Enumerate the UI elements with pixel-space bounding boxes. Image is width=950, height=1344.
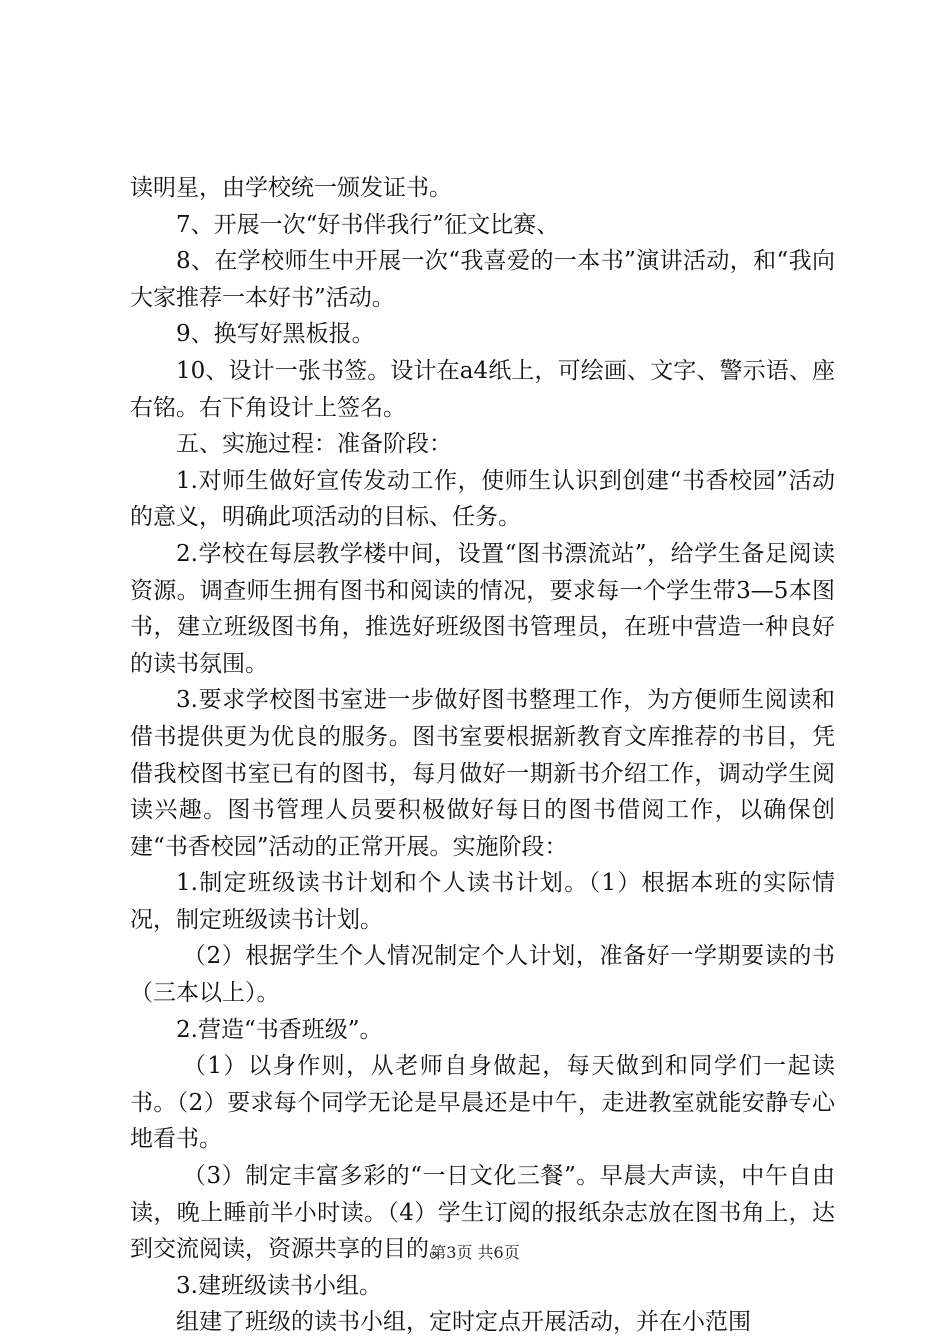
paragraph: 1.制定班级读书计划和个人读书计划。（1）根据本班的实际情况，制定班级读书计划。 bbox=[130, 870, 835, 933]
paragraph: 1.对师生做好宣传发动工作，使师生认识到创建“书香校园”活动的意义，明确此项活动的目标、任务。 bbox=[130, 467, 835, 531]
paragraph: 7、开展一次“好书伴我行”征文比赛、 bbox=[176, 211, 560, 238]
paragraph: 9、换写好黑板报。 bbox=[176, 321, 375, 348]
paragraph: （2）根据学生个人情况制定个人计划，准备好一学期要读的书（三本以上）。 bbox=[130, 943, 835, 1007]
paragraph: 8、在学校师生中开展一次“我喜爱的一本书”演讲活动，和“我向大家推荐一本好书”活动。 bbox=[130, 248, 835, 311]
paragraph: 10、设计一张书签。设计在a4纸上，可绘画、文字、警示语、座右铭。右下角设计上签名。 bbox=[130, 357, 835, 421]
paragraph: 3.建班级读书小组。 bbox=[176, 1272, 382, 1299]
section-heading: 五、实施过程：准备阶段： bbox=[176, 431, 452, 458]
paragraph: （3）制定丰富多彩的“一日文化三餐”。早晨大声读，中午自由读，晚上睡前半小时读。（4）学生订阅的报纸杂志放在图书角上，达到交流阅读，资源共享的目的。 bbox=[130, 1163, 835, 1263]
paragraph: 读明星，由学校统一颁发证书。 bbox=[130, 175, 452, 201]
document-body bbox=[130, 170, 835, 1341]
paragraph: 3.要求学校图书室进一步做好图书整理工作，为方便师生阅读和借书提供更为优良的服务。图书室要根据新教育文库推荐的书目，凭借我校图书室已有的图书，每月做好一期新书介绍工作，调动学生阅读兴趣。图书管理人员要积极做好每日的图书借阅工作，以确保创建“书香校园”活动的正常开展。实施阶段： bbox=[130, 687, 835, 860]
paragraph: 2.学校在每层教学楼中间，设置“图书漂流站”，给学生备足阅读资源。调查师生拥有图书和阅读的情况，要求每一个学生带3—5本图书，建立班级图书角，推选好班级图书管理员，在班中营造一种良好的读书氛围。 bbox=[130, 540, 835, 677]
paragraph: 组建了班级的读书小组，定时定点开展活动，并在小范围 bbox=[176, 1309, 751, 1336]
paragraph: （1）以身作则，从老师自身做起，每天做到和同学们一起读书。（2）要求每个同学无论是早晨还是中午，走进教室就能安静专心地看书。 bbox=[130, 1053, 835, 1153]
paragraph: 2.营造“书香班级”。 bbox=[176, 1016, 383, 1043]
page-footer: 第3页 共6页 bbox=[430, 1243, 520, 1262]
